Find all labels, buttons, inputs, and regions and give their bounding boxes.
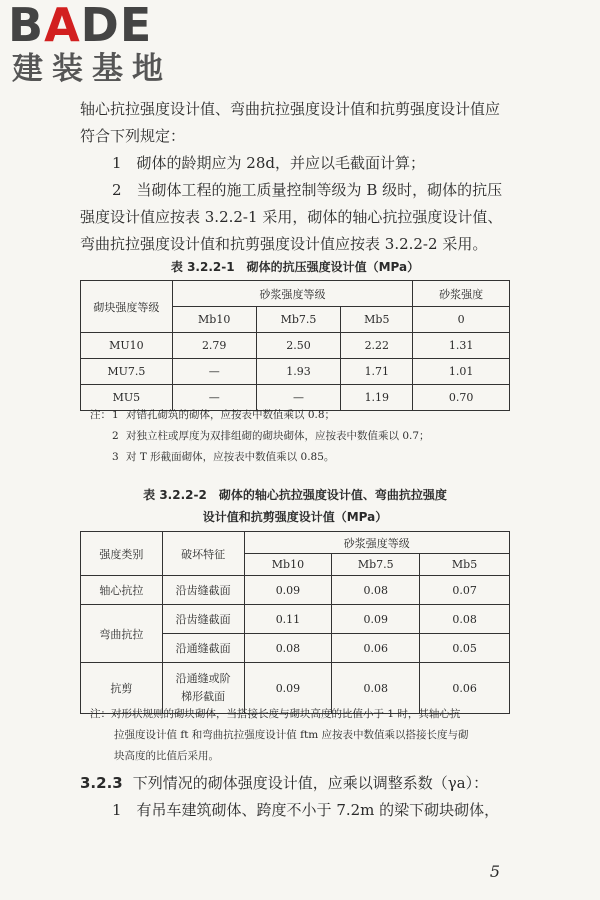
intro-item-2-line-2: 强度设计值应按表 3.2.2-1 采用，砌体的轴心抗拉强度设计值、	[80, 208, 503, 226]
table1-cell: 2.79	[172, 333, 256, 359]
table2-cell: 弯曲抗拉	[81, 605, 163, 663]
intro-item-1: 1 砌体的龄期应为 28d，并应以毛截面计算；	[112, 154, 426, 172]
table2-head-mortar: 砂浆强度等级	[244, 532, 509, 554]
table-row	[81, 359, 510, 385]
table1-cell: 2.50	[256, 333, 341, 359]
table1-cell: 2.22	[341, 333, 413, 359]
table2-head-failure: 破坏特征	[162, 532, 244, 576]
table1-cell: 1.19	[341, 385, 413, 411]
table1-cell: 1.31	[413, 333, 510, 359]
table-row	[81, 605, 510, 634]
table1-cell: —	[172, 359, 256, 385]
note-number: 3	[112, 451, 119, 463]
table1-cell: MU7.5	[81, 359, 173, 385]
intro-line-2: 符合下列规定：	[80, 127, 186, 145]
table1-cell: MU5	[81, 385, 173, 411]
note-line: 注：对形状规则的砌块砌体，当搭接长度与砌块高度的比值小于 1 时，其轴心抗	[90, 708, 461, 720]
table2-cell: 0.08	[332, 663, 420, 714]
list-item	[90, 447, 520, 468]
table2-cell: 0.09	[244, 576, 332, 605]
brand-logo	[8, 0, 178, 88]
table2-title	[80, 484, 510, 528]
table1-cell: —	[256, 385, 341, 411]
table2-cell: 沿齿缝截面	[162, 576, 244, 605]
table2-cell: 0.09	[244, 663, 332, 714]
table2-cell: 沿通缝截面	[162, 634, 244, 663]
note-number: 1	[112, 409, 119, 421]
table1-cell: 1.01	[413, 359, 510, 385]
table1-cell: 1.71	[341, 359, 413, 385]
note-label: 注：	[90, 409, 111, 421]
table1-head-grade: 砌块强度等级	[81, 281, 173, 333]
section-3-2-3	[80, 770, 510, 824]
table1-notes	[90, 405, 520, 468]
table1-cell: —	[172, 385, 256, 411]
logo-wordmark	[8, 0, 178, 50]
note-line: 拉强度设计值 ft 和弯曲抗拉强度设计值 ftm 应按表中数值乘以搭接长度与砌	[114, 729, 469, 741]
section-item-1: 1 有吊车建筑砌体、跨度不小于 7.2m 的梁下砌块砌体，	[112, 801, 500, 819]
note-text: 对错孔砌筑的砌体，应按表中数值乘以 0.8；	[126, 409, 336, 421]
table2-cell: 0.06	[332, 634, 420, 663]
table2-notes	[90, 704, 520, 767]
table2-title-line-2: 设计值和抗剪强度设计值（MPa）	[202, 510, 388, 524]
section-heading	[80, 770, 510, 797]
table1-cell: MU10	[81, 333, 173, 359]
intro-line-1: 轴心抗拉强度设计值、弯曲抗拉强度设计值和抗剪强度设计值应	[80, 100, 501, 118]
section-text: 下列情况的砌体强度设计值，应乘以调整系数（γa）：	[132, 774, 489, 792]
table2-cell: 0.08	[244, 634, 332, 663]
table2-sub-mb5: Mb5	[420, 554, 510, 576]
logo-letter-b: B	[8, 0, 45, 52]
intro-item-2-line-1: 2 当砌体工程的施工质量控制等级为 B 级时，砌体的抗压	[112, 181, 503, 199]
note-number: 2	[112, 430, 119, 442]
note-text: 对独立柱或厚度为双排组砌的砌块砌体，应按表中数值乘以 0.7；	[126, 430, 430, 442]
table1-sub-mb75: Mb7.5	[256, 307, 341, 333]
table2-fail-line-1: 沿通缝或阶	[175, 672, 231, 685]
table1-sub-zero: 0	[413, 307, 510, 333]
table2-cell: 0.11	[244, 605, 332, 634]
table1	[80, 280, 510, 411]
table2-cell: 抗剪	[81, 663, 163, 714]
table-row	[81, 333, 510, 359]
table2-title-line-1: 表 3.2.2-2 砌体的轴心抗拉强度设计值、弯曲抗拉强度	[143, 488, 447, 502]
table1-sub-mb5: Mb5	[341, 307, 413, 333]
table2-cell: 轴心抗拉	[81, 576, 163, 605]
table2-cell: 0.07	[420, 576, 510, 605]
note-text: 对 T 形截面砌体，应按表中数值乘以 0.85。	[126, 451, 335, 463]
table1-title: 表 3.2.2-1 砌体的抗压强度设计值（MPa）	[170, 260, 420, 274]
table2-fail-line-2: 梯形截面	[181, 690, 226, 703]
table2-cell: 0.06	[420, 663, 510, 714]
table1-sub-mb10: Mb10	[172, 307, 256, 333]
table2-cell: 沿齿缝截面	[162, 605, 244, 634]
table1-cell: 0.70	[413, 385, 510, 411]
table2-cell: 0.05	[420, 634, 510, 663]
section-number: 3.2.3	[80, 774, 123, 792]
logo-subtitle: 建装基地	[12, 51, 172, 87]
table1-head-mortar-strength: 砂浆强度	[413, 281, 510, 307]
intro-paragraph	[80, 96, 510, 258]
logo-letters-de: DE	[80, 0, 153, 52]
table2-cell: 0.08	[332, 576, 420, 605]
list-item	[90, 426, 520, 447]
page-number: 5	[489, 862, 500, 881]
table2-cell: 0.08	[420, 605, 510, 634]
list-item	[90, 405, 520, 426]
table2-sub-mb75: Mb7.5	[332, 554, 420, 576]
table1-cell: 1.93	[256, 359, 341, 385]
table2-head-category: 强度类别	[81, 532, 163, 576]
intro-item-2-line-3: 弯曲抗拉强度设计值和抗剪强度设计值应按表 3.2.2-2 采用。	[80, 235, 488, 253]
table-row	[81, 576, 510, 605]
table2-sub-mb10: Mb10	[244, 554, 332, 576]
table2-cell: 0.09	[332, 605, 420, 634]
note-line: 块高度的比值后采用。	[114, 750, 219, 762]
table1-head-mortar: 砂浆强度等级	[172, 281, 412, 307]
logo-letter-a: A	[44, 0, 81, 52]
table2	[80, 531, 510, 714]
